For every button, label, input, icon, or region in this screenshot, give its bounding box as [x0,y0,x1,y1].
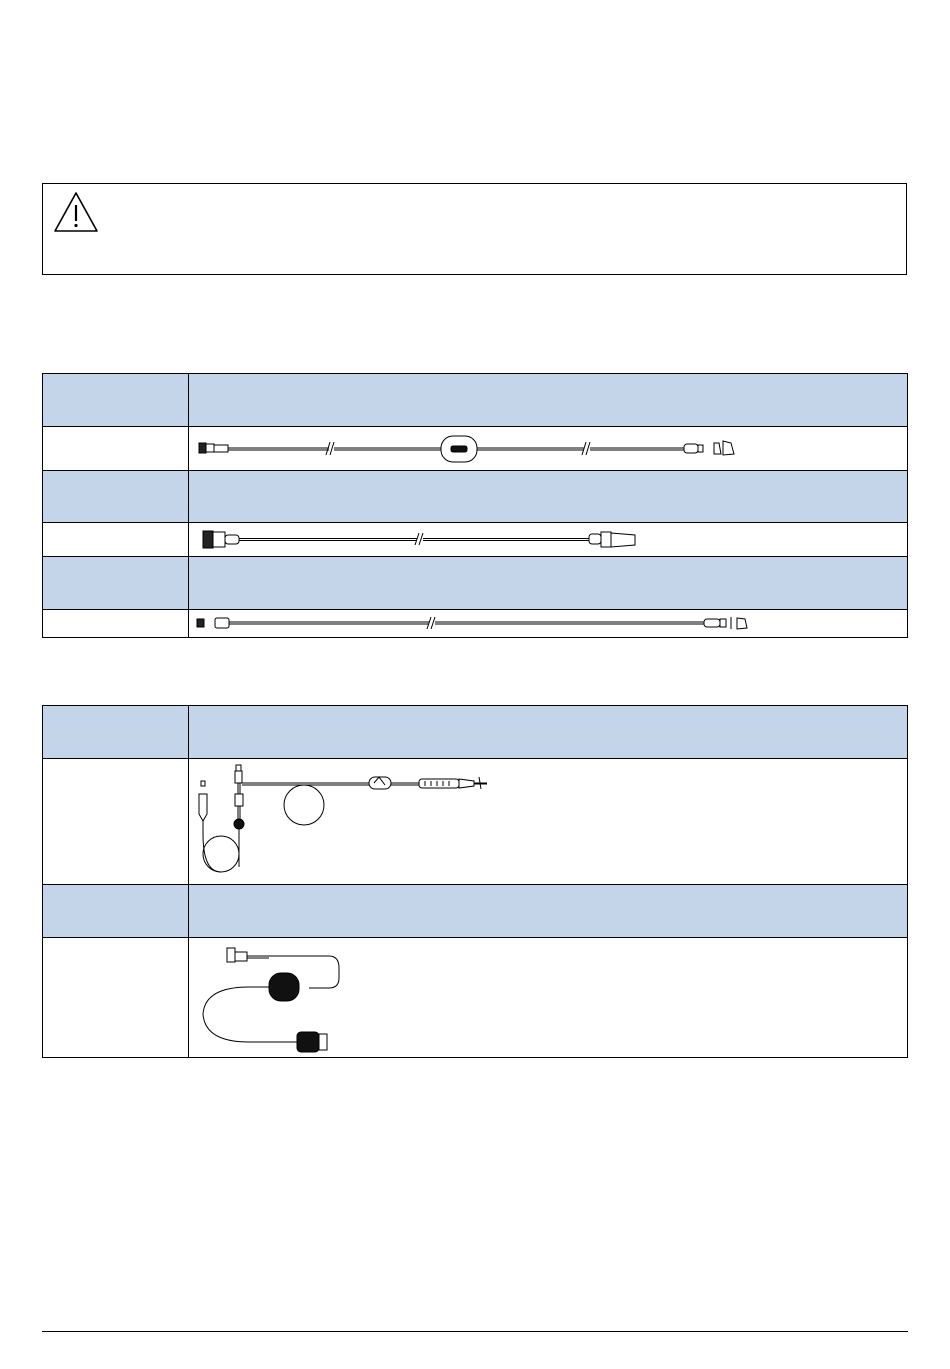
coiled-set-with-inline-filter-drawing [189,938,909,1057]
header-cell [189,885,908,938]
table-b-drawing-row-1 [43,759,908,885]
drawing-cell [189,427,908,471]
table-b-header-row-1 [43,706,908,759]
label-cell [43,938,189,1058]
header-cell [189,706,908,759]
table-a-drawing-row-3 [43,610,908,638]
drawing-cell [189,610,908,638]
label-cell [43,523,189,557]
header-cell [43,885,189,938]
table-a-drawing-row-1 [43,427,908,471]
extension-set-with-inline-clamp-drawing [189,427,909,470]
product-table-a [42,373,908,638]
header-cell [43,706,189,759]
header-cell [189,557,908,610]
drawing-cell [189,759,908,885]
drawing-cell [189,523,908,557]
table-a-drawing-row-2 [43,523,908,557]
drawing-cell [189,938,908,1058]
footer-rule [42,1331,908,1332]
label-cell [43,610,189,638]
table-a-header-row-2 [43,471,908,523]
warning-triangle-icon [53,191,99,233]
table-b-header-row-2 [43,885,908,938]
header-cell [43,471,189,523]
table-a-header-row-1 [43,374,908,427]
warning-box [42,183,907,275]
product-table-b [42,705,908,1058]
header-cell [43,557,189,610]
label-cell [43,759,189,885]
header-cell [43,374,189,427]
table-a-header-row-3 [43,557,908,610]
extension-line-luer-connector-drawing [189,523,909,556]
header-cell [189,471,908,523]
label-cell [43,427,189,471]
administration-set-with-spike-and-drip-chamber-drawing [189,759,909,884]
microbore-extension-line-drawing [189,610,909,637]
table-b-drawing-row-2 [43,938,908,1058]
header-cell [189,374,908,427]
